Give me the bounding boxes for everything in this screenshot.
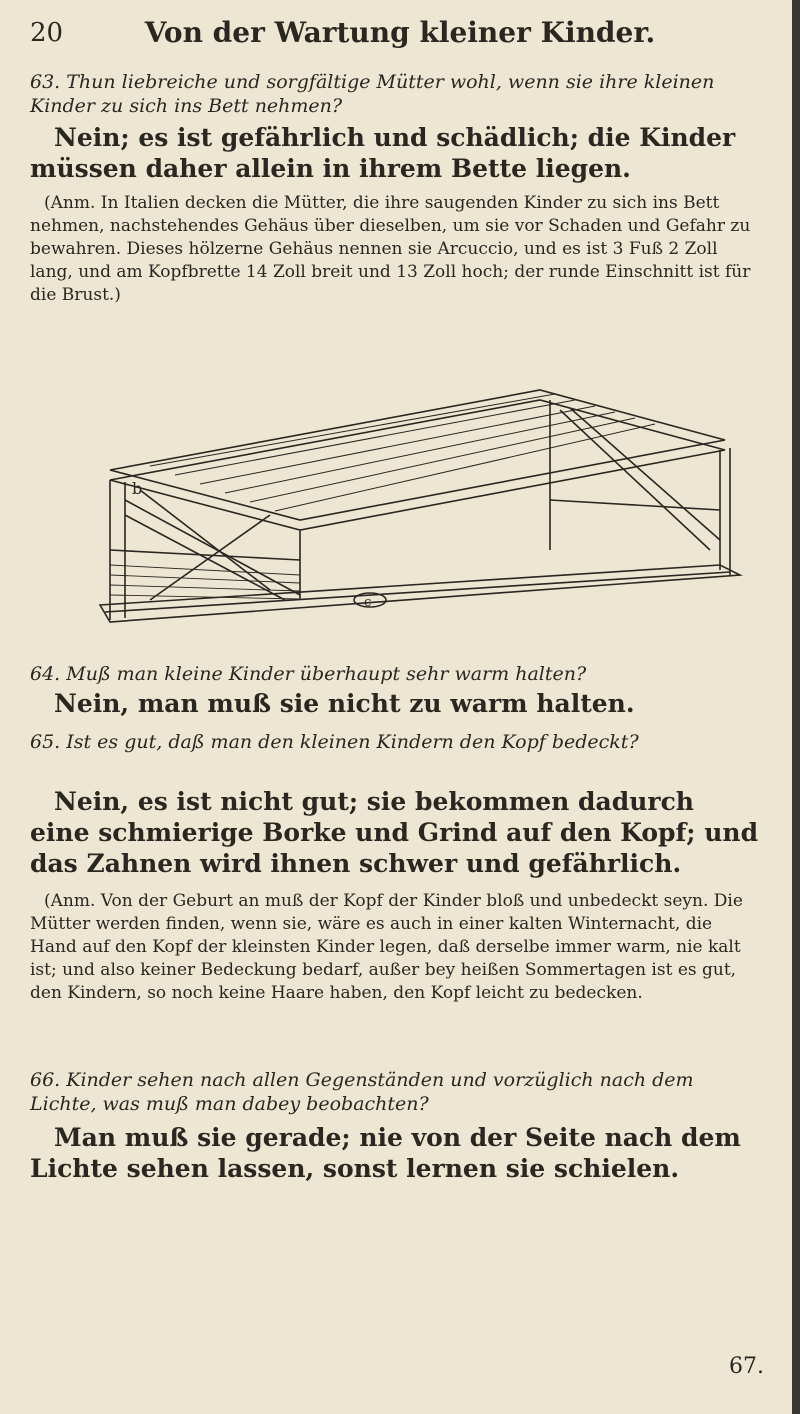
note-65: (Anm. Von der Geburt an muß der Kopf der Kinder bloß und unbedeckt seyn. Die Mütter werden finden, wenn sie, wäre es auch in einer kalten Winternacht, die Hand auf den Kopf der kleinsten Kinder legen, daß derselbe immer warm, nie kalt ist; und also keiner Bedeckung bedarf, außer bey heißen Sommertagen ist es gut, den Kindern, so noch keine Haare haben, den Kopf leicht zu bedecken. <box>30 891 743 1003</box>
question-65: 65. Ist es gut, daß man den kleinen Kindern den Kopf bedeckt? <box>30 731 639 753</box>
page-edge <box>792 0 800 1414</box>
question-66: 66. Kinder sehen nach allen Gegenständen und vorzüglich nach dem Lichte, was muß man dabey beobachten? <box>30 1069 694 1115</box>
page-header <box>30 16 770 56</box>
question-63: 63. Thun liebreiche und sorgfältige Mütter wohl, wenn sie ihre kleinen Kinder zu sich ins Bett nehmen? <box>30 71 715 117</box>
answer-65: Nein, es ist nicht gut; sie bekommen dadurch eine schmierige Borke und Grind auf den Kopf; und das Zahnen wird ihnen schwer und gefährlich. <box>30 787 759 878</box>
note-63: (Anm. In Italien decken die Mütter, die ihre saugenden Kinder zu sich ins Bett nehmen, nachstehendes Gehäus über dieselben, um sie vor Schaden und Gefahr zu bewahren. Dieses hölzerne Gehäus nennen sie Arcuccio, und es ist 3 Fuß 2 Zoll lang, und am Kopfbrette 14 Zoll breit und 13 Zoll hoch; der runde Einschnitt ist für die Brust.) <box>30 193 751 305</box>
answer-64: Nein, man muß sie nicht zu warm halten. <box>54 689 635 718</box>
figure-label-b: b <box>132 479 143 498</box>
question-64: 64. Muß man kleine Kinder überhaupt sehr warm halten? <box>30 663 587 685</box>
running-title: Von der Wartung kleiner Kinder. <box>144 16 656 49</box>
arcuccio-figure <box>70 350 750 640</box>
answer-63: Nein; es ist gefährlich und schädlich; die Kinder müssen daher allein in ihrem Bette liegen. <box>30 123 736 183</box>
figure-label-c: c <box>364 595 372 610</box>
page-number: 20 <box>30 18 64 48</box>
answer-66: Man muß sie gerade; nie von der Seite nach dem Lichte sehen lassen, sonst lernen sie schielen. <box>30 1123 741 1183</box>
catchword: 67. <box>729 1354 764 1379</box>
